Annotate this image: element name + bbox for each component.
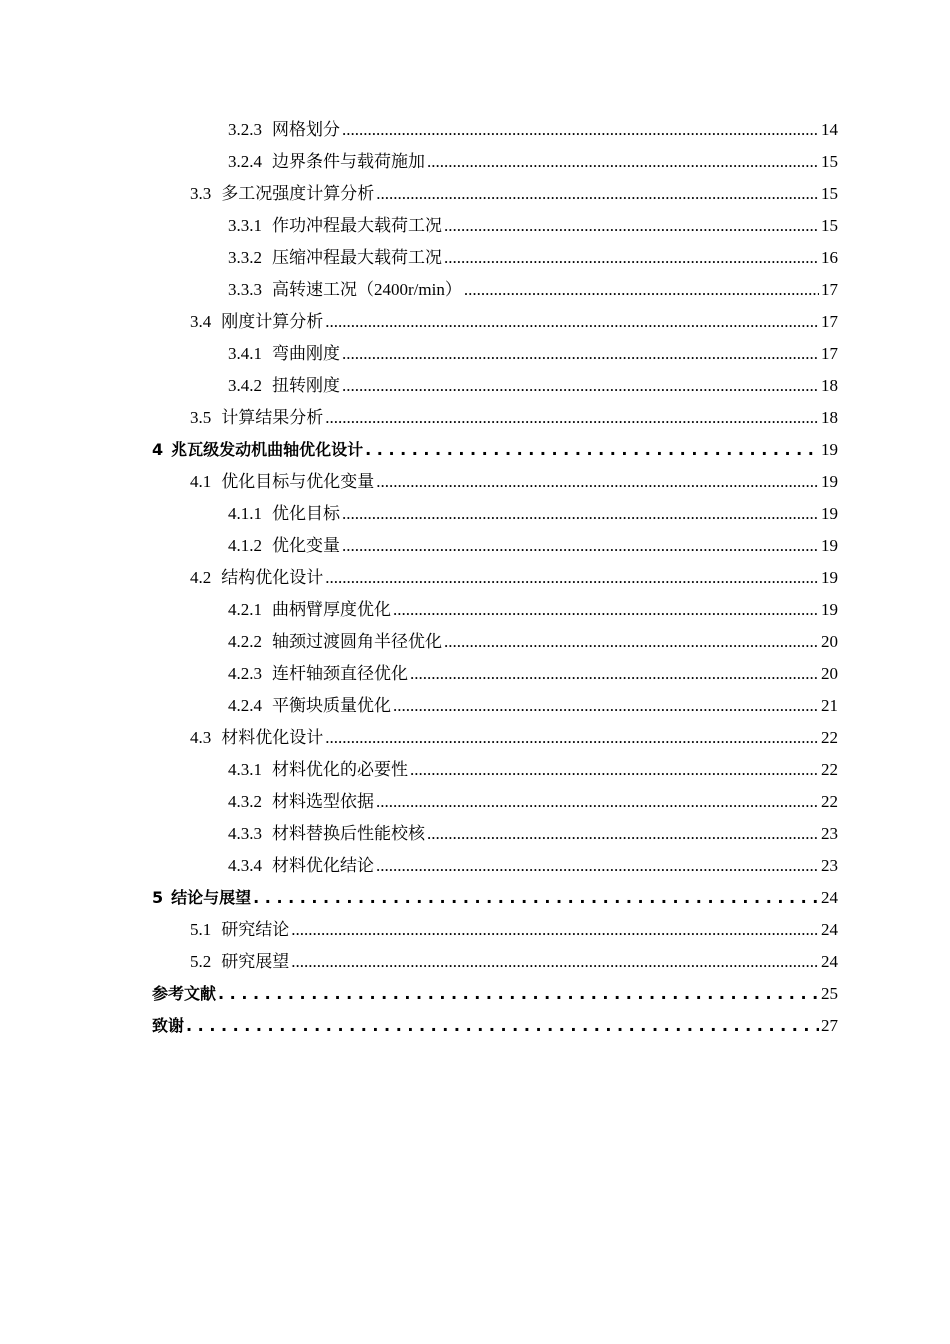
toc-entry-title: 作功冲程最大载荷工况 — [272, 216, 442, 235]
toc-dot-leader — [464, 274, 819, 306]
toc-entry-number: 4 — [152, 440, 164, 459]
toc-entry-page: 20 — [821, 632, 838, 651]
toc-entry[interactable] — [152, 626, 838, 658]
toc-entry-number: 4.2.3 — [228, 664, 262, 683]
toc-entry-number: 4.2.2 — [228, 632, 262, 651]
toc-dot-leader — [186, 1010, 819, 1042]
toc-entry-title: 连杆轴颈直径优化 — [272, 664, 408, 683]
toc-entry-number: 4.3.2 — [228, 792, 262, 811]
toc-entry[interactable] — [152, 338, 838, 370]
toc-entry-title: 边界条件与载荷施加 — [272, 152, 425, 171]
toc-entry-page: 19 — [821, 536, 838, 555]
toc-entry-number: 4.3.3 — [228, 824, 262, 843]
toc-entry-title: 材料优化设计 — [221, 728, 324, 747]
toc-entry-page: 15 — [821, 216, 838, 235]
toc-entry-title: 弯曲刚度 — [272, 344, 340, 363]
toc-entry-page: 19 — [821, 440, 838, 459]
toc-entry-number: 3.3 — [190, 184, 212, 203]
toc-entry[interactable] — [152, 562, 838, 594]
toc-dot-leader — [342, 114, 819, 146]
toc-entry[interactable] — [152, 978, 838, 1010]
toc-entry-number: 4.2.4 — [228, 696, 262, 715]
toc-entry-number: 4.2.1 — [228, 600, 262, 619]
toc-entry-title: 多工况强度计算分析 — [221, 184, 375, 203]
toc-entry-number: 3.3.2 — [228, 248, 262, 267]
toc-entry-page: 23 — [821, 856, 838, 875]
toc-entry-page: 17 — [821, 312, 838, 331]
toc-dot-leader — [325, 722, 819, 754]
toc-entry-title: 材料选型依据 — [272, 792, 374, 811]
toc-entry-number: 3.2.4 — [228, 152, 262, 171]
toc-entry[interactable] — [152, 466, 838, 498]
toc-dot-leader — [325, 306, 819, 338]
toc-dot-leader — [365, 434, 819, 466]
toc-entry-title: 结构优化设计 — [221, 568, 324, 587]
toc-entry-number: 4.3.1 — [228, 760, 262, 779]
toc-entry[interactable] — [152, 210, 838, 242]
toc-entry-number: 4.1 — [190, 472, 212, 491]
toc-dot-leader — [410, 754, 819, 786]
toc-dot-leader — [444, 242, 819, 274]
toc-entry[interactable] — [152, 306, 838, 338]
toc-entry-title: 研究结论 — [221, 920, 290, 939]
toc-dot-leader — [342, 338, 819, 370]
toc-dot-leader — [427, 818, 819, 850]
toc-entry-title: 结论与展望 — [171, 888, 252, 907]
toc-entry[interactable] — [152, 1010, 838, 1042]
table-of-contents — [152, 114, 838, 1042]
toc-entry[interactable] — [152, 146, 838, 178]
toc-dot-leader — [427, 146, 819, 178]
toc-entry[interactable] — [152, 722, 838, 754]
toc-entry-page: 22 — [821, 792, 838, 811]
toc-entry-page: 18 — [821, 408, 838, 427]
toc-entry-page: 18 — [821, 376, 838, 395]
toc-entry-number: 4.1.1 — [228, 504, 262, 523]
toc-entry[interactable] — [152, 402, 838, 434]
toc-entry-title: 轴颈过渡圆角半径优化 — [272, 632, 442, 651]
toc-entry-page: 25 — [821, 984, 838, 1003]
toc-dot-leader — [376, 178, 819, 210]
toc-dot-leader — [376, 786, 819, 818]
toc-entry-title: 兆瓦级发动机曲轴优化设计 — [171, 440, 364, 459]
toc-entry[interactable] — [152, 914, 838, 946]
toc-entry-page: 20 — [821, 664, 838, 683]
toc-entry-number: 5.1 — [190, 920, 212, 939]
toc-entry-title: 致谢 — [152, 1016, 185, 1035]
toc-entry[interactable] — [152, 818, 838, 850]
toc-entry[interactable] — [152, 178, 838, 210]
toc-entry[interactable] — [152, 946, 838, 978]
toc-entry[interactable] — [152, 498, 838, 530]
toc-dot-leader — [410, 658, 819, 690]
toc-entry[interactable] — [152, 882, 838, 914]
toc-dot-leader — [325, 562, 819, 594]
toc-entry-page: 23 — [821, 824, 838, 843]
toc-entry-page: 15 — [821, 184, 838, 203]
toc-entry-page: 14 — [821, 120, 838, 139]
toc-entry-number: 4.1.2 — [228, 536, 262, 555]
toc-entry-page: 19 — [821, 600, 838, 619]
toc-entry-page: 27 — [821, 1016, 838, 1035]
toc-entry-page: 22 — [821, 728, 838, 747]
toc-entry-title: 网格划分 — [272, 120, 340, 139]
toc-entry-title: 扭转刚度 — [272, 376, 340, 395]
toc-entry-title: 平衡块质量优化 — [272, 696, 391, 715]
toc-entry-title: 研究展望 — [221, 952, 290, 971]
toc-entry-page: 16 — [821, 248, 838, 267]
toc-dot-leader — [342, 370, 819, 402]
toc-entry[interactable] — [152, 754, 838, 786]
toc-entry-title: 材料优化的必要性 — [272, 760, 408, 779]
toc-entry-number: 3.2.3 — [228, 120, 262, 139]
toc-entry-page: 22 — [821, 760, 838, 779]
toc-entry-page: 15 — [821, 152, 838, 171]
toc-entry-number: 3.3.1 — [228, 216, 262, 235]
toc-entry-page: 17 — [821, 280, 838, 299]
toc-dot-leader — [325, 402, 819, 434]
toc-entry-page: 24 — [821, 952, 838, 971]
toc-entry-number: 4.2 — [190, 568, 212, 587]
toc-entry-number: 5 — [152, 888, 164, 907]
toc-entry[interactable] — [152, 434, 838, 466]
toc-entry-title: 高转速工况（2400r/min） — [272, 280, 462, 299]
toc-entry-number: 3.5 — [190, 408, 212, 427]
toc-dot-leader — [342, 530, 819, 562]
toc-entry-number: 3.4.2 — [228, 376, 262, 395]
toc-entry-title: 参考文献 — [152, 984, 217, 1003]
toc-entry[interactable] — [152, 786, 838, 818]
toc-dot-leader — [342, 498, 819, 530]
toc-dot-leader — [376, 850, 819, 882]
toc-entry-number: 3.4.1 — [228, 344, 262, 363]
toc-entry-number: 5.2 — [190, 952, 212, 971]
toc-entry-title: 刚度计算分析 — [221, 312, 324, 331]
toc-entry[interactable] — [152, 274, 838, 306]
toc-dot-leader — [218, 978, 819, 1010]
toc-entry[interactable] — [152, 530, 838, 562]
toc-entry-number: 4.3.4 — [228, 856, 262, 875]
toc-entry-page: 19 — [821, 504, 838, 523]
toc-entry[interactable] — [152, 242, 838, 274]
toc-dot-leader — [253, 882, 819, 914]
toc-entry[interactable] — [152, 594, 838, 626]
toc-dot-leader — [291, 914, 819, 946]
toc-entry-page: 24 — [821, 888, 838, 907]
toc-entry-page: 19 — [821, 472, 838, 491]
toc-dot-leader — [393, 594, 819, 626]
toc-entry[interactable] — [152, 658, 838, 690]
toc-entry-page: 17 — [821, 344, 838, 363]
toc-entry-title: 优化目标与优化变量 — [221, 472, 375, 491]
toc-entry-title: 材料优化结论 — [272, 856, 374, 875]
toc-dot-leader — [393, 690, 819, 722]
toc-entry-number: 3.3.3 — [228, 280, 262, 299]
toc-entry-title: 曲柄臂厚度优化 — [272, 600, 391, 619]
toc-entry-title: 压缩冲程最大载荷工况 — [272, 248, 442, 267]
toc-entry-title: 优化目标 — [272, 504, 340, 523]
toc-entry-page: 21 — [821, 696, 838, 715]
toc-dot-leader — [291, 946, 819, 978]
toc-entry-number: 3.4 — [190, 312, 212, 331]
toc-entry[interactable] — [152, 370, 838, 402]
toc-entry-page: 24 — [821, 920, 838, 939]
toc-dot-leader — [444, 626, 819, 658]
toc-dot-leader — [376, 466, 819, 498]
toc-entry-title: 优化变量 — [272, 536, 340, 555]
toc-entry-title: 计算结果分析 — [221, 408, 324, 427]
toc-entry-number: 4.3 — [190, 728, 212, 747]
toc-dot-leader — [444, 210, 819, 242]
toc-entry[interactable] — [152, 690, 838, 722]
toc-entry[interactable] — [152, 114, 838, 146]
toc-entry-title: 材料替换后性能校核 — [272, 824, 425, 843]
toc-entry[interactable] — [152, 850, 838, 882]
toc-entry-page: 19 — [821, 568, 838, 587]
